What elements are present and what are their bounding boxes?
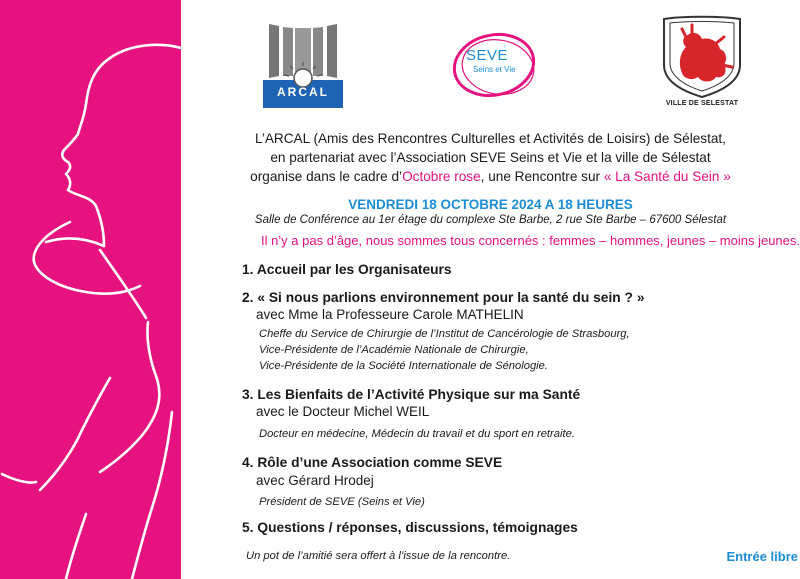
seve-logo <box>446 25 546 105</box>
intro-line-3 <box>181 167 800 186</box>
selestat-caption: VILLE DE SELESTAT <box>665 100 739 107</box>
program-item-2-detail-1: Cheffe du Service de Chirurgie de l’Institut de Cancérologie de Strasbourg, <box>259 328 630 340</box>
program-item-1-title: 1. Accueil par les Organisateurs <box>242 262 452 277</box>
selestat-coat-of-arms <box>652 15 752 113</box>
arcal-logo <box>263 22 343 108</box>
program-item-3-detail-1: Docteur en médecine, Médecin du travail et du sport en retraite. <box>259 428 575 440</box>
seve-label: SEVE <box>466 47 509 64</box>
decorative-sidebar <box>0 0 181 579</box>
program-item-3-speaker: avec le Docteur Michel WEIL <box>256 404 430 419</box>
event-topic-title: « La Santé du Sein » <box>603 169 731 184</box>
intro-line-3-start: organise dans le cadre d’ <box>250 169 403 184</box>
program-item-5-title: 5. Questions / réponses, discussions, témoignages <box>242 520 578 535</box>
program-item-2-detail-3: Vice-Présidente de la Société Internationale de Sénologie. <box>259 360 549 372</box>
free-entry-label: Entrée libre <box>726 549 798 564</box>
intro-line-3-middle: , une Rencontre sur <box>480 169 604 184</box>
arcal-label: ARCAL <box>277 85 329 99</box>
program-item-2-detail-2: Vice-Présidente de l’Académie Nationale de Chirurgie, <box>259 344 529 356</box>
intro-line-1: L’ARCAL (Amis des Rencontres Culturelles et Activités de Loisirs) de Sélestat, <box>255 131 726 146</box>
program-item-2-title: 2. « Si nous parlions environnement pour la santé du sein ? » <box>242 290 645 305</box>
footer-note: Un pot de l’amitié sera offert à l’issue de la rencontre. <box>246 550 511 562</box>
event-venue: Salle de Conférence au 1er étage du complexe Ste Barbe, 2 rue Ste Barbe – 67600 Sélestat <box>254 214 727 226</box>
silhouette-illustration <box>0 0 181 579</box>
intro-paragraph <box>181 129 800 186</box>
seve-subtitle: Seins et Vie <box>473 65 516 74</box>
program-item-3-title: 3. Les Bienfaits de l’Activité Physique sur ma Santé <box>242 387 581 402</box>
event-date: VENDREDI 18 OCTOBRE 2024 A 18 HEURES <box>348 197 633 212</box>
intro-line-2: en partenariat avec l’Association SEVE Seins et Vie et la ville de Sélestat <box>270 150 711 165</box>
program-item-4-detail-1: Président de SEVE (Seins et Vie) <box>259 496 425 508</box>
program-item-4-title: 4. Rôle d’une Association comme SEVE <box>242 455 503 470</box>
octobre-rose-highlight: Octobre rose <box>402 169 481 184</box>
event-tagline: Il n’y a pas d’âge, nous sommes tous concernés : femmes – hommes, jeunes – moins jeunes. <box>260 233 800 248</box>
program-item-2-speaker: avec Mme la Professeure Carole MATHELIN <box>256 307 524 322</box>
program-item-4-speaker: avec Gérard Hrodej <box>256 473 374 488</box>
lion-shield-icon <box>652 15 752 99</box>
